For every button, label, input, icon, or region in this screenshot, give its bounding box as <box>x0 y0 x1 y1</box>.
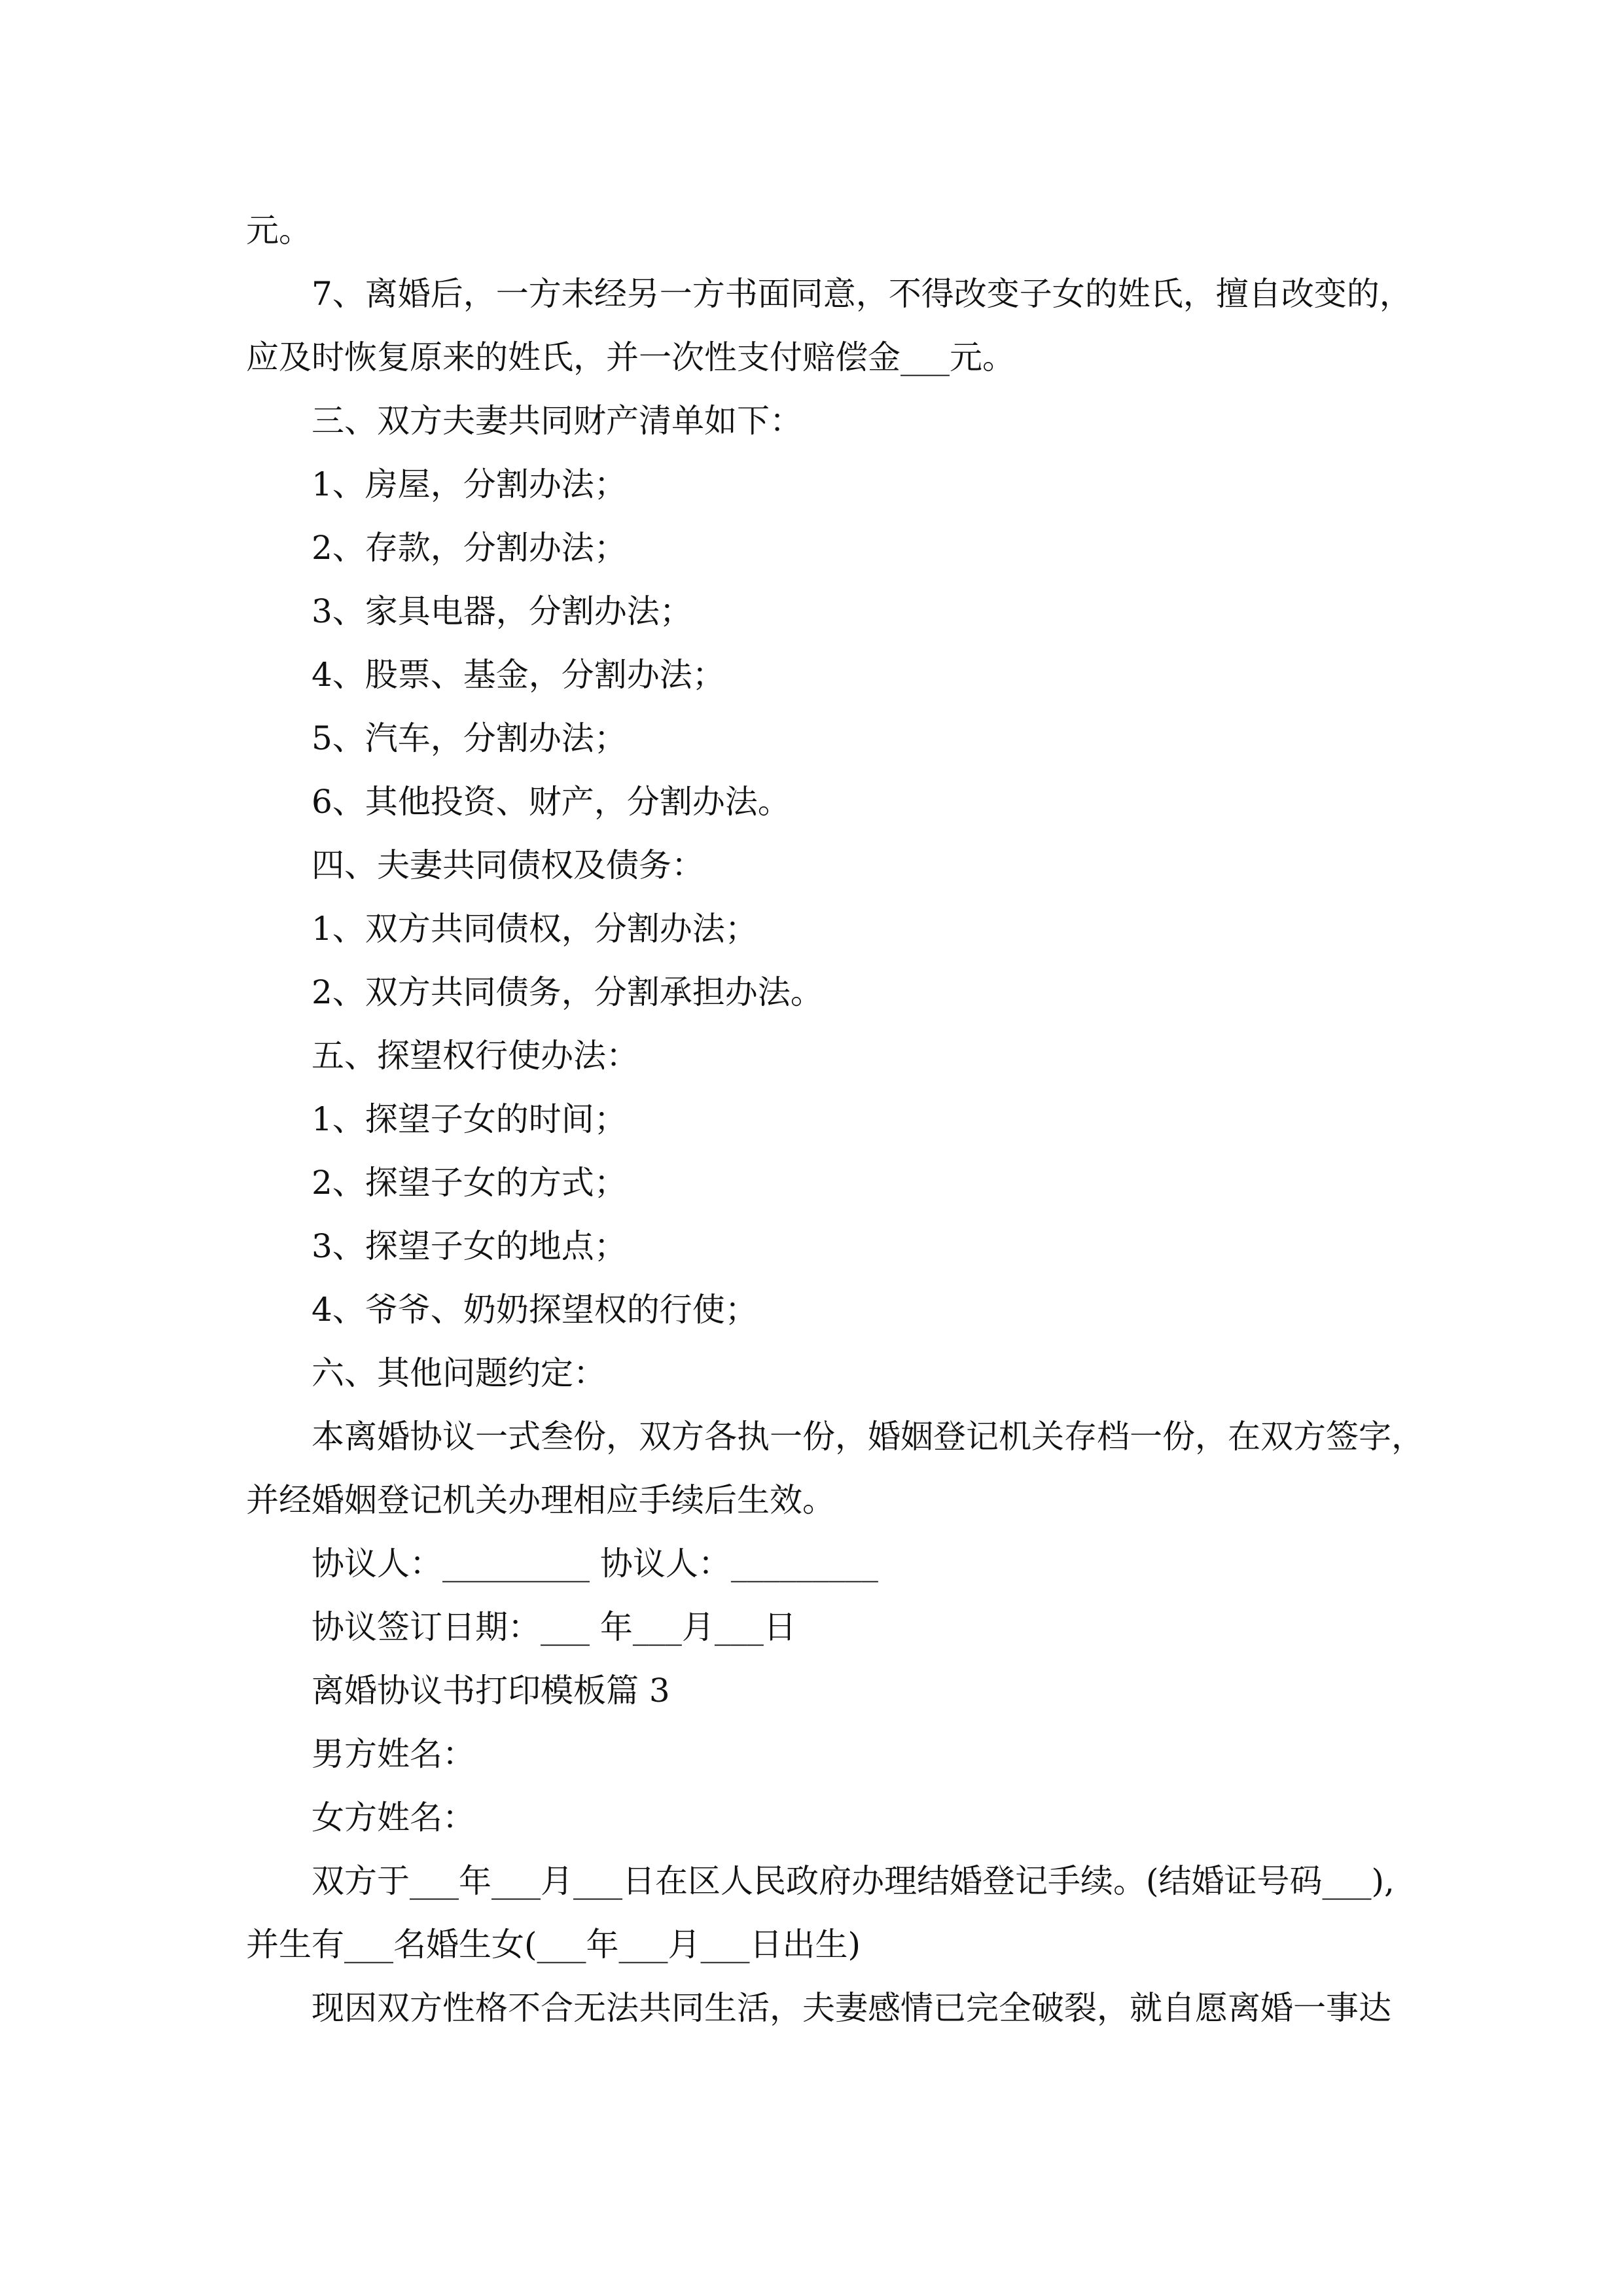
document-body <box>246 199 1424 2040</box>
text-line: 现因双方性格不合无法共同生活，夫妻感情已完全破裂，就自愿离婚一事达 <box>312 1989 1391 2027</box>
section-heading: 五、探望权行使办法： <box>312 1037 639 1075</box>
list-item: 1、探望子女的时间； <box>312 1100 627 1138</box>
list-item: 1、房屋，分割办法； <box>312 465 627 503</box>
list-item: 2、探望子女的方式； <box>312 1164 627 1202</box>
section-heading: 六、其他问题约定： <box>312 1354 606 1392</box>
text-line: 并经婚姻登记机关办理相应手续后生效。 <box>246 1481 835 1519</box>
female-name-line: 女方姓名： <box>312 1799 475 1837</box>
list-item: 4、爷爷、奶奶探望权的行使； <box>312 1291 758 1329</box>
list-item: 2、双方共同债务，分割承担办法。 <box>312 973 823 1011</box>
text-line: 应及时恢复原来的姓氏，并一次性支付赔偿金___元。 <box>246 338 1015 376</box>
list-item: 5、汽车，分割办法； <box>312 719 627 757</box>
list-item: 3、探望子女的地点； <box>312 1227 627 1265</box>
template-title: 离婚协议书打印模板篇 3 <box>312 1672 670 1710</box>
text-line: 元。 <box>246 211 312 249</box>
male-name-line: 男方姓名： <box>312 1735 475 1773</box>
signature-line: 协议人：_________ 协议人：_________ <box>312 1545 878 1583</box>
list-item: 3、家具电器，分割办法； <box>312 592 692 630</box>
text-line: 本离婚协议一式叁份，双方各执一份，婚姻登记机关存档一份，在双方签字， <box>312 1418 1424 1456</box>
list-item: 6、其他投资、财产，分割办法。 <box>312 783 791 821</box>
list-item: 4、股票、基金，分割办法； <box>312 656 725 694</box>
section-heading: 四、夫妻共同债权及债务： <box>312 846 704 884</box>
list-item: 2、存款，分割办法； <box>312 529 627 567</box>
text-line: 7、离婚后，一方未经另一方书面同意，不得改变子女的姓氏，擅自改变的， <box>312 275 1412 313</box>
text-line: 双方于___年___月___日在区人民政府办理结婚登记手续。(结婚证号码___), <box>312 1862 1395 1900</box>
text-line: 并生有___名婚生女(___年___月___日出生) <box>246 1926 861 1964</box>
signing-date-line: 协议签订日期：___ 年___月___日 <box>312 1608 796 1646</box>
section-heading: 三、双方夫妻共同财产清单如下： <box>312 402 802 440</box>
list-item: 1、双方共同债权，分割办法； <box>312 910 758 948</box>
